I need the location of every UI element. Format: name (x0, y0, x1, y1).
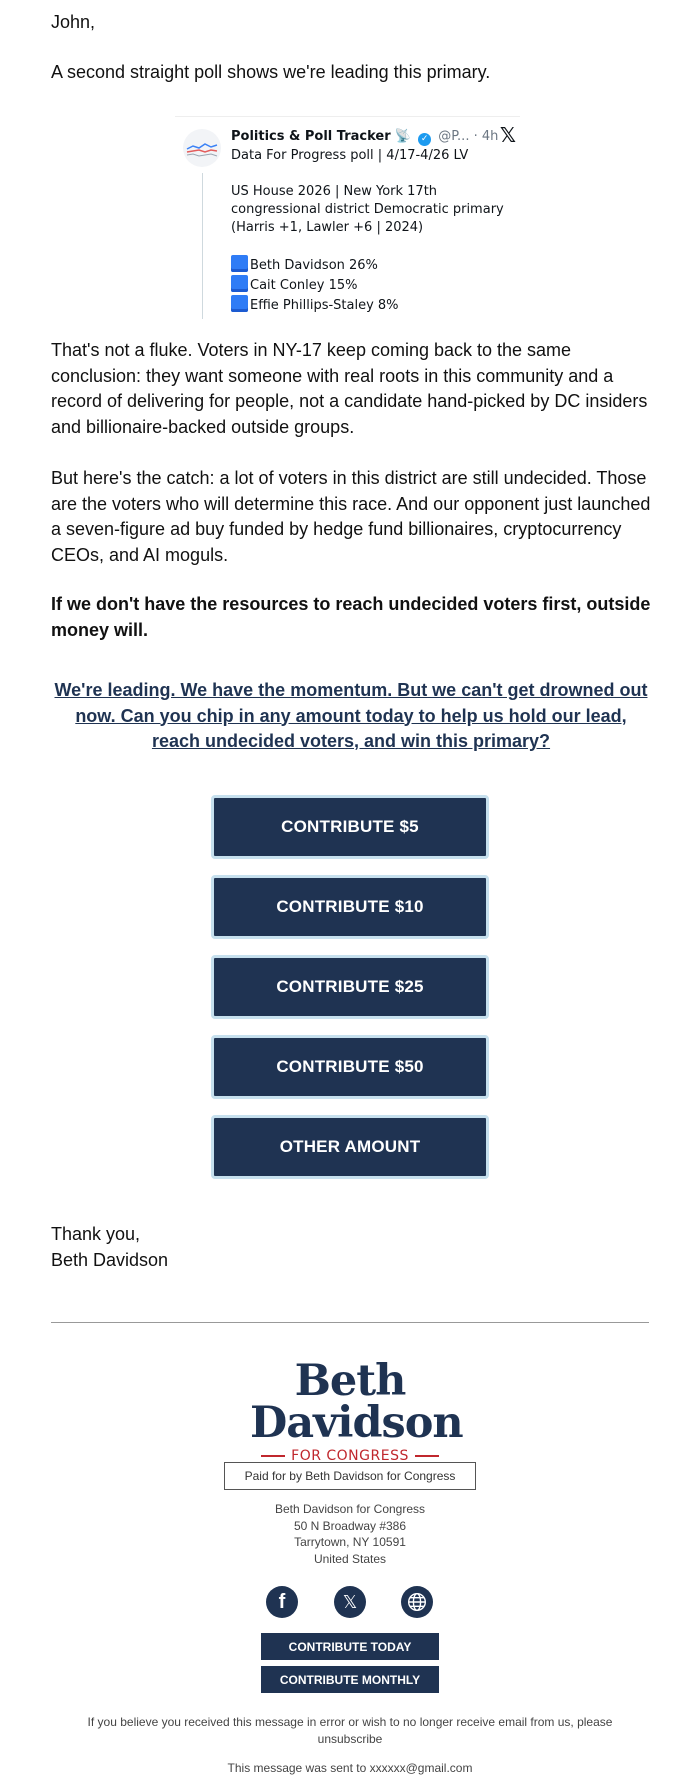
signature: Beth Davidson (51, 1249, 169, 1270)
contribute-50-button[interactable]: CONTRIBUTE $50 (211, 1035, 489, 1099)
tweet-handle: @P... (438, 129, 470, 144)
body-paragraph: But here's the catch: a lot of voters in this district are still undecided. Those are the voters who will determine this race. And our opponent just launched a seven-figure ad buy funded by hedge fund billionaires, cryptocurrency CEOs, and AI moguls. (51, 468, 651, 565)
bold-paragraph: If we don't have the resources to reach undecided voters first, outside money will. (51, 594, 651, 640)
x-icon[interactable]: 𝕏 (334, 1586, 366, 1618)
tweet-line: (Harris +1, Lawler +6 | 2024) (231, 220, 424, 235)
tweet-header (231, 127, 511, 146)
contribute-10-button[interactable]: CONTRIBUTE $10 (211, 875, 489, 939)
contribute-25-button[interactable]: CONTRIBUTE $25 (211, 955, 489, 1019)
other-amount-button[interactable]: OTHER AMOUNT (211, 1115, 489, 1179)
globe-icon[interactable] (401, 1586, 433, 1618)
blue-square-icon (231, 275, 248, 292)
donate-link[interactable]: We're leading. We have the momentum. But we can't get drowned out now. Can you chip in any amount today to help us hold our lead, reach undecided voters, and win this primary? (54, 680, 648, 751)
contribute-monthly-button[interactable]: CONTRIBUTE MONTHLY (261, 1666, 439, 1693)
tweet-line: Data For Progress poll | 4/17-4/26 LV (231, 148, 469, 163)
blue-square-icon (231, 255, 248, 272)
facebook-icon[interactable]: f (266, 1586, 298, 1618)
campaign-logo: Beth Davidson FOR CONGRESS (250, 1356, 463, 1464)
signoff: Thank you, Beth Davidson (51, 1222, 168, 1273)
greeting: John, (51, 12, 96, 32)
tweet-line: US House 2026 | New York 17th (231, 184, 438, 199)
blue-square-icon (231, 295, 248, 312)
tweet-line: congressional district Democratic primary (231, 202, 504, 217)
verified-icon: ✓ (418, 133, 431, 146)
tweet-text (231, 147, 521, 315)
x-logo-icon[interactable]: 𝕏 (499, 123, 516, 147)
tweet-author-name: Politics & Poll Tracker (231, 129, 391, 144)
tweet-time: · 4h (473, 129, 499, 144)
poll-result: Cait Conley 15% (231, 275, 521, 295)
tweet-thread-line (202, 173, 203, 319)
unsubscribe-notice[interactable]: If you believe you received this message in error or wish to no longer receive email from us, please unsubscribe (87, 1715, 613, 1746)
poll-result: Effie Phillips-Staley 8% (231, 295, 521, 315)
divider (51, 1322, 649, 1323)
tweet-avatar (183, 129, 221, 167)
embedded-tweet[interactable] (175, 116, 520, 321)
poll-result: Beth Davidson 26% (231, 255, 521, 275)
mailing-address: Beth Davidson for Congress 50 N Broadway #386 Tarrytown, NY 10591 United States (274, 1502, 426, 1566)
body-paragraph: That's not a fluke. Voters in NY-17 keep coming back to the same conclusion: they want someone with real roots in this community and a record of delivering for people, not a candidate hand-picked by DC insiders and billionaire-backed outside groups. (51, 340, 648, 437)
recipient-email-link[interactable]: xxxxxx@gmail.com (369, 1761, 473, 1775)
lead-sentence: A second straight poll shows we're leading this primary. (51, 62, 491, 82)
contribute-today-button[interactable]: CONTRIBUTE TODAY (261, 1633, 439, 1660)
contribute-5-button[interactable]: CONTRIBUTE $5 (211, 795, 489, 859)
paid-for-disclaimer: Paid for by Beth Davidson for Congress (224, 1462, 476, 1490)
sent-to-notice: This message was sent to xxxxxx@gmail.com (227, 1761, 473, 1775)
satellite-icon: 📡 (394, 129, 411, 144)
